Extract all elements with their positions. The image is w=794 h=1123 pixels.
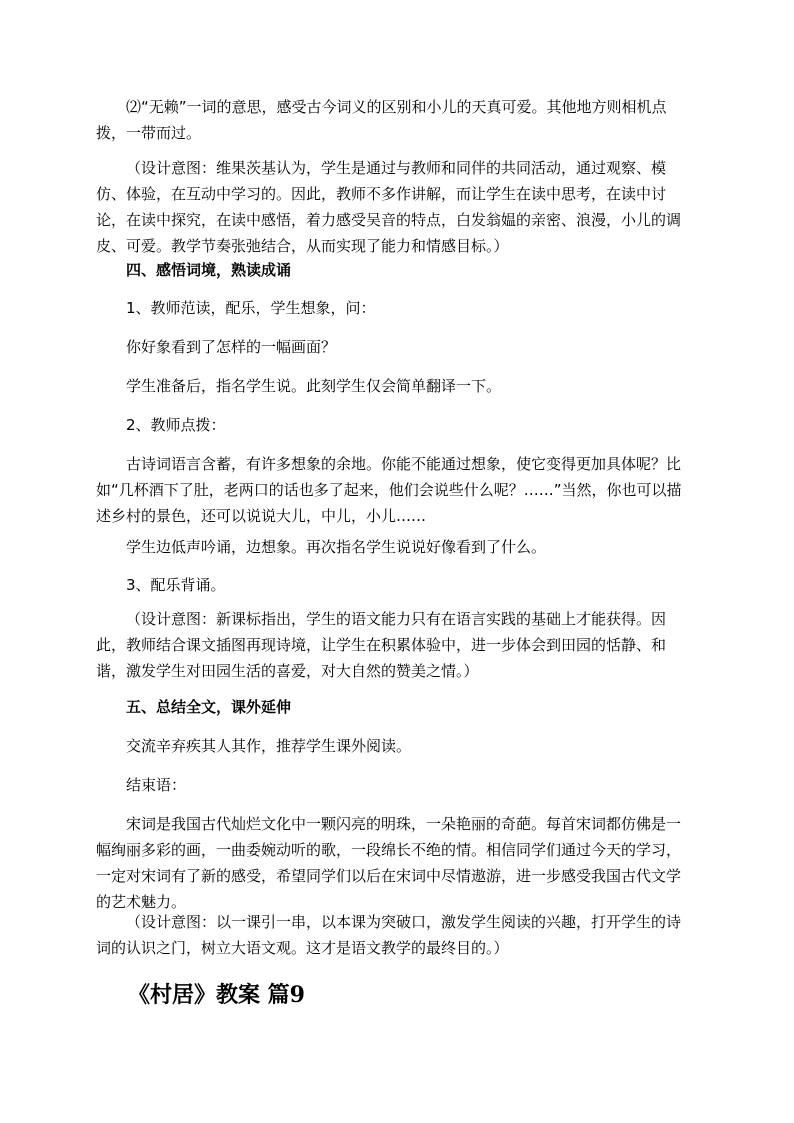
paragraph-design-intent-1: （设计意图：维果茨基认为，学生是通过与教师和同伴的共同活动，通过观察、模仿、体验，在互动中学习的。因此，教师不多作讲解，而让学生在读中思考，在读中讨论，在读中探究，在读中感悟，着力感受吴音的特点，白发翁媪的亲密、浪漫，小儿的调皮、可爱。教学节奏张弛结合，从而实现了能力和情感目标。） [96,159,682,255]
paragraph-question: 你好象看到了怎样的一幅画面？ [126,338,337,356]
paragraph-closing: 宋词是我国古代灿烂文化中一颗闪亮的明珠，一朵艳丽的奇葩。每首宋词都仿佛是一幅绚丽多彩的画，一曲委婉动听的歌，一段绵长不绝的情。相信同学们通过今天的学习，一定对宋词有了新的感受，希望同学们以后在宋词中尽情遨游，进一步感受我国古代文学的艺术魅力。 [96,815,682,911]
heading-section-5: 五、总结全文，课外延伸 [126,698,292,716]
paragraph-recite: 学生边低声吟诵，边想象。再次指名学生说说好像看到了什么。 [126,538,547,556]
paragraph-word-meaning: ⑵“无赖”一词的意思，感受古今词义的区别和小儿的天真可爱。其他地方则相机点拨，一带而过。 [96,98,667,142]
paragraph-design-intent-3: （设计意图：以一课引一串，以本课为突破口，激发学生阅读的兴趣，打开学生的诗词的认识之门，树立大语文观。这才是语文教学的最终目的。） [96,913,682,957]
paragraph-exchange: 交流辛弃疾其人其作，推荐学生课外阅读。 [126,737,412,755]
paragraph-design-intent-2: （设计意图：新课标指出，学生的语文能力只有在语言实践的基础上才能获得。因此，教师结合课文插图再现诗境，让学生在积累体验中，进一步体会到田园的恬静、和谐，激发学生对田园生活的喜爱，对大自然的赞美之情。） [96,610,667,680]
section-title: 《村居》教案 篇9 [128,982,305,1008]
paragraph-step-3: 3、配乐背诵。 [126,576,226,594]
paragraph-student-prep: 学生准备后，指名学生说。此刻学生仅会简单翻译一下。 [126,377,502,395]
paragraph-imagination: 古诗词语言含蓄，有许多想象的余地。你能不能通过想象，使它变得更加具体呢？比如“几杯酒下了肚，老两口的话也多了起来，他们会说些什么呢？……”当然，你也可以描述乡村的景色，还可以说说大儿，中儿，小儿…… [96,455,682,525]
paragraph-step-1: 1、教师范读，配乐，学生想象，问： [126,299,376,317]
paragraph-step-2: 2、教师点拨： [126,416,226,434]
paragraph-closing-label: 结束语： [126,776,187,794]
heading-section-4: 四、感悟词境，熟读成诵 [126,261,292,279]
